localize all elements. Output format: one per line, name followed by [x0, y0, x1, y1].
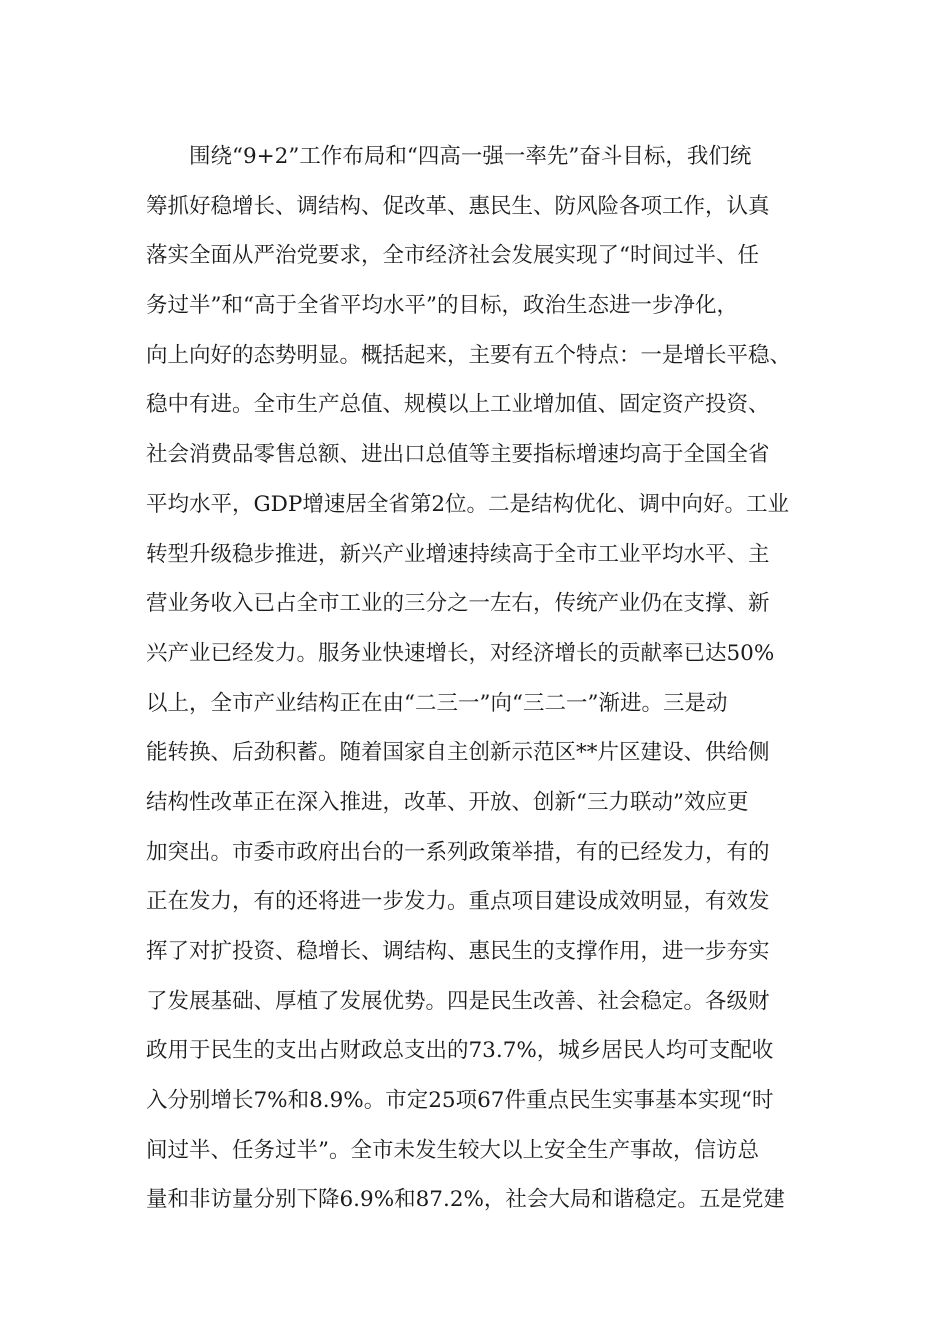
text-line: 入分别增长7%和8.9%。市定25项67件重点民生实事基本实现“时 [146, 1088, 774, 1114]
text-line: 政用于民生的支出占财政总支出的73.7%，城乡居民人均可支配收 [146, 1038, 774, 1064]
text-line: 稳中有进。全市生产总值、规模以上工业增加值、固定资产投资、 [146, 392, 770, 418]
text-line: 社会消费品零售总额、进出口总值等主要指标增速均高于全国全省 [146, 442, 770, 468]
text-line: 结构性改革正在深入推进，改革、开放、创新“三力联动”效应更 [146, 789, 749, 815]
body-paragraph [146, 132, 846, 1225]
text-line: 向上向好的态势明显。概括起来，主要有五个特点：一是增长平稳、 [146, 342, 792, 368]
text-line: 间过半、任务过半”。全市未发生较大以上安全生产事故，信访总 [146, 1137, 759, 1163]
text-line: 量和非访量分别下降6.9%和87.2%，社会大局和谐稳定。五是党建 [146, 1187, 785, 1213]
text-line: 围绕“9+2”工作布局和“四高一强一率先”奋斗目标，我们统 [189, 144, 752, 169]
text-line: 营业务收入已占全市工业的三分之一左右，传统产业仍在支撑、新 [146, 591, 770, 617]
text-line: 筹抓好稳增长、调结构、促改革、惠民生、防风险各项工作，认真 [146, 193, 770, 219]
text-line: 务过半”和“高于全省平均水平”的目标，政治生态进一步净化， [146, 293, 738, 319]
text-line: 平均水平，GDP增速居全省第2位。二是结构优化、调中向好。工业 [146, 491, 790, 517]
text-line: 兴产业已经发力。服务业快速增长，对经济增长的贡献率已达50% [146, 640, 775, 666]
text-line: 能转换、后劲积蓄。随着国家自主创新示范区**片区建设、供给侧 [146, 740, 770, 766]
text-line: 落实全面从严治党要求，全市经济社会发展实现了“时间过半、任 [146, 243, 759, 269]
text-line: 以上，全市产业结构正在由“二三一”向“三二一”渐进。三是动 [146, 690, 728, 716]
text-line: 挥了对扩投资、稳增长、调结构、惠民生的支撑作用，进一步夯实 [146, 939, 770, 964]
text-line: 了发展基础、厚植了发展优势。四是民生改善、社会稳定。各级财 [146, 988, 770, 1014]
text-line: 加突出。市委市政府出台的一系列政策举措，有的已经发力，有的 [146, 839, 770, 865]
text-line: 正在发力，有的还将进一步发力。重点项目建设成效明显，有效发 [146, 889, 770, 915]
text-line: 转型升级稳步推进，新兴产业增速持续高于全市工业平均水平、主 [146, 541, 770, 567]
